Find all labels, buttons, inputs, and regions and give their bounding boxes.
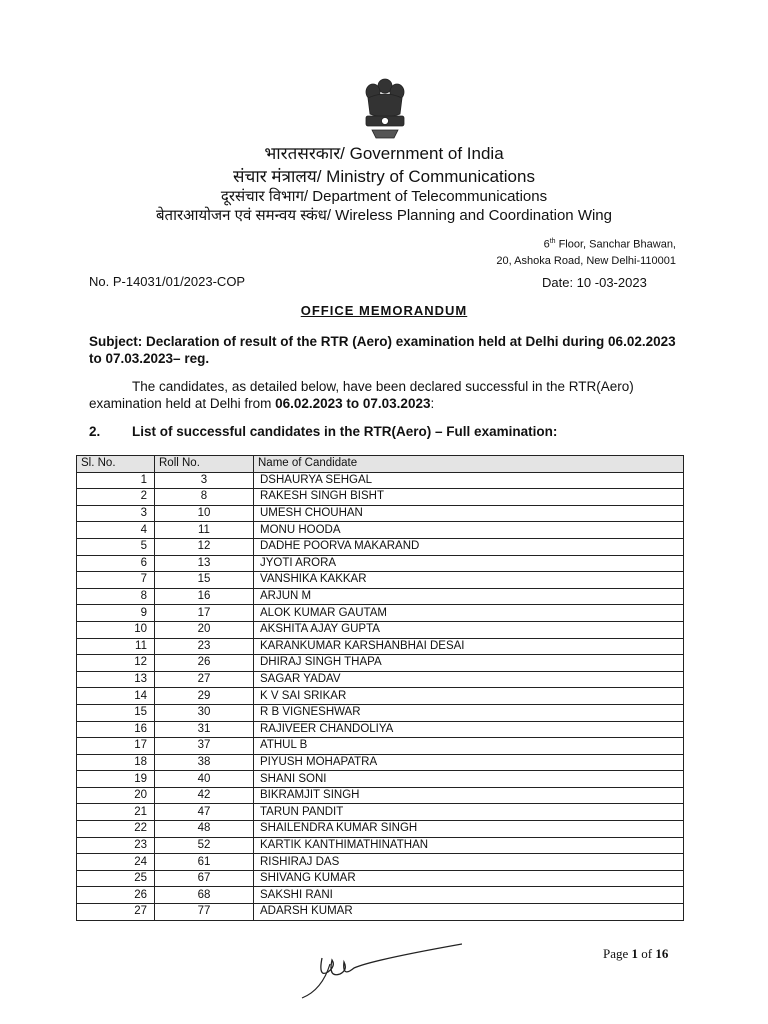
cell-roll-no: 29 (155, 688, 254, 705)
cell-sl-no: 1 (77, 472, 155, 489)
cell-roll-no: 42 (155, 787, 254, 804)
memo-subject: Subject: Declaration of result of the RTR (Aero) examination held at Delhi during 06.02.2023 to 07.03.2023– reg. (89, 334, 676, 366)
cell-candidate-name: ADARSH KUMAR (254, 904, 684, 921)
cell-roll-no: 17 (155, 605, 254, 622)
table-row (77, 854, 684, 871)
table-row (77, 738, 684, 755)
cell-roll-no: 26 (155, 655, 254, 672)
cell-sl-no: 3 (77, 505, 155, 522)
cell-candidate-name: JYOTI ARORA (254, 555, 684, 572)
header-ministry: संचार मंत्रालय/ Ministry of Communications (233, 167, 535, 186)
cell-sl-no: 5 (77, 538, 155, 555)
address-line-2: 20, Ashoka Road, New Delhi-110001 (496, 254, 676, 267)
cell-roll-no: 38 (155, 754, 254, 771)
cell-roll-no: 48 (155, 821, 254, 838)
table-row (77, 638, 684, 655)
office-address (496, 234, 676, 269)
cell-sl-no: 15 (77, 704, 155, 721)
cell-roll-no: 27 (155, 671, 254, 688)
cell-candidate-name: ALOK KUMAR GAUTAM (254, 605, 684, 622)
address-floor-suffix: th (549, 238, 556, 245)
paragraph-dates: 06.02.2023 to 07.03.2023 (275, 396, 431, 411)
table-row (77, 804, 684, 821)
cell-candidate-name: SAGAR YADAV (254, 671, 684, 688)
page-mid: of (638, 946, 656, 961)
table-row (77, 505, 684, 522)
table-row (77, 787, 684, 804)
table-row (77, 572, 684, 589)
cell-roll-no: 52 (155, 837, 254, 854)
section-heading (89, 424, 557, 439)
table-row (77, 588, 684, 605)
header-government: भारतसरकार/ Government of India (264, 144, 504, 163)
cell-candidate-name: K V SAI SRIKAR (254, 688, 684, 705)
cell-sl-no: 10 (77, 621, 155, 638)
cell-sl-no: 26 (77, 887, 155, 904)
table-row (77, 887, 684, 904)
memo-date: Date: 10 -03-2023 (542, 275, 647, 290)
cell-candidate-name: DHIRAJ SINGH THAPA (254, 655, 684, 672)
cell-sl-no: 12 (77, 655, 155, 672)
cell-sl-no: 9 (77, 605, 155, 622)
cell-sl-no: 24 (77, 854, 155, 871)
cell-roll-no: 8 (155, 489, 254, 506)
table-row (77, 655, 684, 672)
cell-sl-no: 4 (77, 522, 155, 539)
cell-sl-no: 2 (77, 489, 155, 506)
cell-candidate-name: SHAILENDRA KUMAR SINGH (254, 821, 684, 838)
cell-roll-no: 15 (155, 572, 254, 589)
table-row (77, 688, 684, 705)
cell-roll-no: 77 (155, 904, 254, 921)
table-row (77, 870, 684, 887)
cell-candidate-name: DSHAURYA SEHGAL (254, 472, 684, 489)
cell-sl-no: 20 (77, 787, 155, 804)
cell-sl-no: 25 (77, 870, 155, 887)
cell-sl-no: 19 (77, 771, 155, 788)
page-current: 1 (631, 946, 639, 961)
cell-candidate-name: SHIVANG KUMAR (254, 870, 684, 887)
cell-sl-no: 14 (77, 688, 155, 705)
reference-number: No. P-14031/01/2023-COP (89, 274, 246, 289)
cell-roll-no: 16 (155, 588, 254, 605)
cell-sl-no: 22 (77, 821, 155, 838)
table-row (77, 754, 684, 771)
memo-paragraph (89, 378, 689, 412)
cell-roll-no: 23 (155, 638, 254, 655)
results-table (76, 455, 684, 921)
table-row (77, 472, 684, 489)
cell-candidate-name: DADHE POORVA MAKARAND (254, 538, 684, 555)
table-row (77, 489, 684, 506)
page-number (603, 946, 668, 962)
page-prefix: Page (603, 946, 632, 961)
cell-sl-no: 23 (77, 837, 155, 854)
cell-roll-no: 13 (155, 555, 254, 572)
cell-sl-no: 17 (77, 738, 155, 755)
table-row (77, 522, 684, 539)
cell-candidate-name: BIKRAMJIT SINGH (254, 787, 684, 804)
cell-candidate-name: RAKESH SINGH BISHT (254, 489, 684, 506)
paragraph-text: The candidates, as detailed below, have been declared successful in the RTR(Aero) examination held at Delhi from (89, 379, 634, 411)
cell-candidate-name: R B VIGNESHWAR (254, 704, 684, 721)
cell-roll-no: 31 (155, 721, 254, 738)
header-roll-no: Roll No. (155, 456, 254, 473)
cell-candidate-name: UMESH CHOUHAN (254, 505, 684, 522)
table-row (77, 721, 684, 738)
cell-candidate-name: PIYUSH MOHAPATRA (254, 754, 684, 771)
table-header-row (77, 456, 684, 473)
cell-sl-no: 8 (77, 588, 155, 605)
header-wing: बेतारआयोजन एवं समन्वय स्कंध/ Wireless Planning and Coordination Wing (155, 207, 612, 224)
table-row (77, 837, 684, 854)
cell-roll-no: 37 (155, 738, 254, 755)
cell-candidate-name: KARANKUMAR KARSHANBHAI DESAI (254, 638, 684, 655)
cell-sl-no: 13 (77, 671, 155, 688)
cell-sl-no: 27 (77, 904, 155, 921)
cell-candidate-name: ARJUN M (254, 588, 684, 605)
cell-candidate-name: MONU HOODA (254, 522, 684, 539)
section-title: List of successful candidates in the RTR(Aero) – Full examination: (132, 424, 558, 439)
header-candidate-name: Name of Candidate (254, 456, 684, 473)
table-row (77, 671, 684, 688)
cell-sl-no: 16 (77, 721, 155, 738)
cell-candidate-name: SHANI SONI (254, 771, 684, 788)
cell-candidate-name: ATHUL B (254, 738, 684, 755)
table-row (77, 771, 684, 788)
cell-candidate-name: RISHIRAJ DAS (254, 854, 684, 871)
cell-roll-no: 11 (155, 522, 254, 539)
cell-candidate-name: TARUN PANDIT (254, 804, 684, 821)
cell-roll-no: 67 (155, 870, 254, 887)
cell-roll-no: 3 (155, 472, 254, 489)
table-row (77, 555, 684, 572)
memo-title: OFFICE MEMORANDUM (300, 303, 468, 318)
cell-sl-no: 11 (77, 638, 155, 655)
cell-roll-no: 68 (155, 887, 254, 904)
table-row (77, 538, 684, 555)
page-total: 16 (655, 946, 669, 961)
table-row (77, 621, 684, 638)
cell-roll-no: 30 (155, 704, 254, 721)
cell-candidate-name: KARTIK KANTHIMATHINATHAN (254, 837, 684, 854)
cell-candidate-name: AKSHITA AJAY GUPTA (254, 621, 684, 638)
signature-scribble (292, 938, 462, 1002)
cell-sl-no: 18 (77, 754, 155, 771)
table-row (77, 704, 684, 721)
cell-sl-no: 7 (77, 572, 155, 589)
header-sl-no: Sl. No. (77, 456, 155, 473)
header-department: दूरसंचार विभाग/ Department of Telecommunications (220, 188, 548, 205)
section-number: 2. (89, 424, 101, 439)
table-row (77, 605, 684, 622)
address-floor-rest: Floor, Sanchar Bhawan, (555, 238, 676, 251)
cell-sl-no: 6 (77, 555, 155, 572)
national-emblem-icon (360, 76, 410, 144)
results-table-body (77, 472, 684, 920)
cell-candidate-name: RAJIVEER CHANDOLIYA (254, 721, 684, 738)
table-row (77, 904, 684, 921)
cell-roll-no: 40 (155, 771, 254, 788)
cell-sl-no: 21 (77, 804, 155, 821)
cell-roll-no: 12 (155, 538, 254, 555)
cell-roll-no: 20 (155, 621, 254, 638)
cell-roll-no: 61 (155, 854, 254, 871)
cell-roll-no: 47 (155, 804, 254, 821)
address-floor-number: 6 (543, 238, 550, 251)
cell-candidate-name: SAKSHI RANI (254, 887, 684, 904)
table-row (77, 821, 684, 838)
cell-roll-no: 10 (155, 505, 254, 522)
paragraph-end: : (430, 396, 435, 411)
cell-candidate-name: VANSHIKA KAKKAR (254, 572, 684, 589)
